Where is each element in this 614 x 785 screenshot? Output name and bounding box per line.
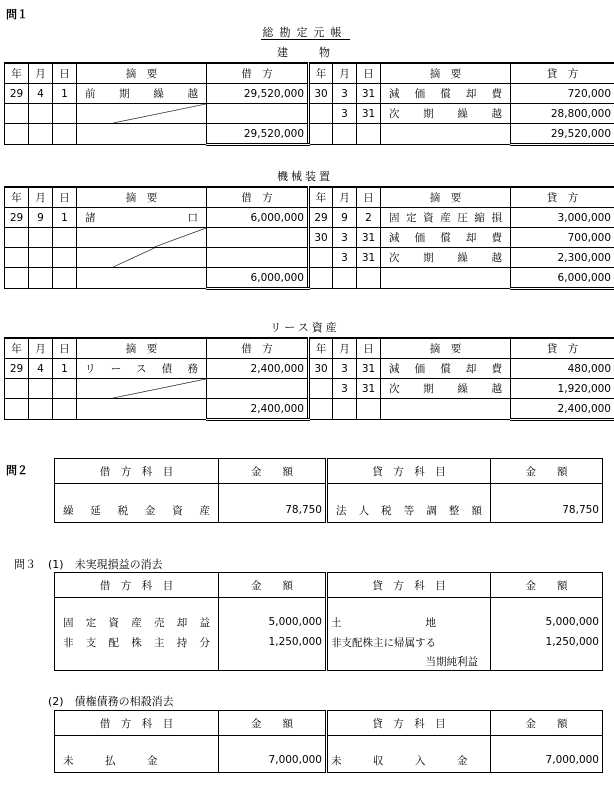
ledger-row	[5, 124, 614, 145]
ledger-cell	[333, 268, 357, 289]
q2-header-debit-amount: 金 額	[219, 459, 327, 484]
ledger-header-cell: 年	[5, 63, 29, 84]
credit-month: 9	[333, 208, 357, 228]
credit-amount: 700,000	[511, 228, 614, 248]
ledger-row	[5, 379, 614, 399]
blank-line-mark	[77, 104, 206, 123]
ledger-header-cell: 年	[5, 187, 29, 208]
q3p1-header-row	[55, 573, 603, 598]
credit-description: 次期繰越	[381, 104, 511, 124]
ledger-cell	[381, 124, 511, 145]
q3p1-credit-continuation: 当期純利益	[327, 652, 491, 671]
credit-total: 6,000,000	[511, 268, 614, 289]
credit-year	[309, 248, 333, 268]
ledger-header-cell: 月	[333, 187, 357, 208]
q2-credit-account: 法人税等調整額	[327, 498, 491, 523]
ledger-cell	[5, 104, 29, 124]
credit-year: 30	[309, 228, 333, 248]
q3p1-entry-row-3	[55, 652, 603, 671]
q3p1-credit-account-1: 土 地	[327, 612, 491, 632]
credit-total: 2,400,000	[511, 399, 614, 420]
ledger-cell	[207, 379, 309, 399]
q2-debit-amount: 78,750	[219, 498, 327, 523]
ledger-cell	[5, 268, 29, 289]
q3p1-credit-amount-1: 5,000,000	[491, 612, 603, 632]
credit-description: 減価償却費	[381, 84, 511, 104]
q2-header-credit-account: 貸 方 科 目	[327, 459, 491, 484]
ledger-row	[5, 248, 614, 268]
q3p1-credit-account-2: 非支配株主に帰属する	[327, 632, 491, 652]
credit-day: 31	[357, 359, 381, 379]
ledger-cell	[53, 228, 77, 248]
ledger-cell	[207, 248, 309, 268]
debit-year: 29	[5, 359, 29, 379]
ledger-row	[5, 84, 614, 104]
q2-journal-table	[54, 458, 603, 523]
q3p2-header-credit-amount: 金 額	[491, 711, 603, 736]
ledger-header-cell: 借 方	[207, 63, 309, 84]
credit-month: 3	[333, 359, 357, 379]
ledger-cell	[357, 399, 381, 420]
q3p2-header-debit-account: 借 方 科 目	[55, 711, 219, 736]
debit-description-blank	[77, 104, 207, 124]
q2-spacer-row	[55, 484, 603, 499]
q3-part2-label: (2) 債権債務の相殺消去	[48, 695, 174, 708]
q3p1-header-debit-amount: 金 額	[219, 573, 327, 598]
q3p1-header-debit-account: 借 方 科 目	[55, 573, 219, 598]
q3p2-header-row	[55, 711, 603, 736]
q3p1-entry-row-1	[55, 612, 603, 632]
q3p2-debit-account: 未 払 金	[55, 748, 219, 773]
ledger-header-cell: 月	[29, 338, 53, 359]
account-name-1: 建 物	[277, 46, 333, 59]
credit-year	[309, 379, 333, 399]
q3p1-header-credit-amount: 金 額	[491, 573, 603, 598]
q2-header-credit-amount: 金 額	[491, 459, 603, 484]
q2-header-row	[55, 459, 603, 484]
q3p2-debit-amount: 7,000,000	[219, 748, 327, 773]
debit-amount: 6,000,000	[207, 208, 309, 228]
q3p2-header-debit-amount: 金 額	[219, 711, 327, 736]
debit-day: 1	[53, 359, 77, 379]
q3p1-credit-amount-2: 1,250,000	[491, 632, 603, 652]
ledger-cell	[381, 399, 511, 420]
account-name-2: 機械装置	[277, 170, 333, 183]
ledger-row	[5, 208, 614, 228]
ledger-header-cell: 摘 要	[381, 187, 511, 208]
ledger-header-cell: 年	[309, 187, 333, 208]
account-ledger-2	[4, 186, 610, 290]
q3-part1-label: (1) 未実現損益の消去	[48, 558, 163, 571]
debit-total: 29,520,000	[207, 124, 309, 145]
credit-amount: 3,000,000	[511, 208, 614, 228]
debit-year: 29	[5, 208, 29, 228]
account-ledger-3	[4, 337, 610, 421]
debit-description-blank	[77, 228, 207, 248]
q3p2-header-credit-account: 貸 方 科 目	[327, 711, 491, 736]
credit-amount: 720,000	[511, 84, 614, 104]
credit-amount: 1,920,000	[511, 379, 614, 399]
ledger-header-cell: 月	[333, 338, 357, 359]
ledger-cell	[309, 124, 333, 145]
credit-year: 30	[309, 359, 333, 379]
q3p2-credit-account: 未 収 入 金	[327, 748, 491, 773]
ledger-header-cell: 日	[53, 187, 77, 208]
ledger-cell	[309, 399, 333, 420]
credit-day: 31	[357, 248, 381, 268]
ledger-cell	[53, 379, 77, 399]
q3p1-debit-amount-2: 1,250,000	[219, 632, 327, 652]
q3p1-debit-account-2: 非支配株主持分	[55, 632, 219, 652]
ledger-table-2	[4, 186, 614, 290]
debit-description: 諸 口	[77, 208, 207, 228]
ledger-header-row	[5, 63, 614, 84]
debit-year: 29	[5, 84, 29, 104]
q3-part1-journal-table	[54, 572, 603, 671]
ledger-cell	[333, 399, 357, 420]
q3-part2-journal-table	[54, 710, 603, 773]
ledger-cell	[5, 379, 29, 399]
debit-day: 1	[53, 208, 77, 228]
ledger-header-cell: 日	[357, 338, 381, 359]
ledger-cell	[29, 104, 53, 124]
ledger-header-cell: 借 方	[207, 338, 309, 359]
credit-month: 3	[333, 104, 357, 124]
ledger-cell	[77, 268, 207, 289]
account-ledger-1	[4, 62, 610, 146]
ledger-cell	[381, 268, 511, 289]
debit-amount: 29,520,000	[207, 84, 309, 104]
ledger-header-cell: 摘 要	[381, 63, 511, 84]
ledger-header-cell: 年	[309, 338, 333, 359]
q3p1-debit-account-1: 固定資産売却益	[55, 612, 219, 632]
ledger-header-cell: 日	[53, 63, 77, 84]
ledger-cell	[5, 228, 29, 248]
ledger-cell	[53, 104, 77, 124]
ledger-title-text: 総勘定元帳	[262, 26, 348, 39]
debit-month: 9	[29, 208, 53, 228]
credit-year: 30	[309, 84, 333, 104]
ledger-table-1	[4, 62, 614, 146]
ledger-row	[5, 268, 614, 289]
credit-description: 減価償却費	[381, 359, 511, 379]
ledger-header-row	[5, 338, 614, 359]
ledger-title	[240, 24, 370, 40]
credit-day: 2	[357, 208, 381, 228]
credit-description: 次期繰越	[381, 248, 511, 268]
q3p1-spacer-row	[55, 598, 603, 613]
blank-line-mark	[77, 228, 206, 247]
blank-line-mark	[77, 248, 206, 267]
ledger-cell	[77, 124, 207, 145]
ledger-cell	[29, 228, 53, 248]
ledger-row	[5, 399, 614, 420]
ledger-cell	[53, 124, 77, 145]
ledger-cell	[29, 379, 53, 399]
credit-day: 31	[357, 84, 381, 104]
ledger-header-cell: 月	[333, 63, 357, 84]
blank-line-mark	[77, 379, 206, 398]
q2-header-debit-account: 借 方 科 目	[55, 459, 219, 484]
q3p1-debit-amount-1: 5,000,000	[219, 612, 327, 632]
credit-day: 31	[357, 228, 381, 248]
ledger-header-cell: 摘 要	[77, 63, 207, 84]
ledger-cell	[29, 268, 53, 289]
ledger-cell	[77, 399, 207, 420]
ledger-cell	[309, 268, 333, 289]
q2-debit-account: 繰延税金資産	[55, 498, 219, 523]
credit-description: 次期繰越	[381, 379, 511, 399]
question-2-label: 問２	[6, 464, 28, 477]
ledger-cell	[5, 124, 29, 145]
q2-entry-row	[55, 498, 603, 523]
ledger-header-cell: 摘 要	[77, 187, 207, 208]
ledger-header-cell: 日	[357, 63, 381, 84]
credit-day: 31	[357, 379, 381, 399]
ledger-header-cell: 月	[29, 63, 53, 84]
ledger-header-cell: 年	[5, 338, 29, 359]
ledger-cell	[29, 399, 53, 420]
ledger-row	[5, 104, 614, 124]
credit-month: 3	[333, 379, 357, 399]
ledger-cell	[333, 124, 357, 145]
ledger-header-cell: 貸 方	[511, 187, 614, 208]
ledger-header-cell: 借 方	[207, 187, 309, 208]
ledger-header-cell: 摘 要	[381, 338, 511, 359]
ledger-table-3	[4, 337, 614, 421]
credit-month: 3	[333, 248, 357, 268]
ledger-header-cell: 摘 要	[77, 338, 207, 359]
q3p1-header-credit-account: 貸 方 科 目	[327, 573, 491, 598]
debit-description: リース債務	[77, 359, 207, 379]
debit-amount: 2,400,000	[207, 359, 309, 379]
debit-description: 前期繰越	[77, 84, 207, 104]
ledger-cell	[5, 248, 29, 268]
ledger-cell	[207, 228, 309, 248]
ledger-cell	[29, 248, 53, 268]
ledger-row	[5, 228, 614, 248]
ledger-cell	[53, 248, 77, 268]
credit-month: 3	[333, 228, 357, 248]
ledger-cell	[5, 399, 29, 420]
debit-total: 2,400,000	[207, 399, 309, 420]
debit-description-blank	[77, 379, 207, 399]
credit-amount: 28,800,000	[511, 104, 614, 124]
debit-total: 6,000,000	[207, 268, 309, 289]
account-name-3: リース資産	[270, 321, 340, 334]
ledger-cell	[207, 104, 309, 124]
ledger-header-row	[5, 187, 614, 208]
credit-month: 3	[333, 84, 357, 104]
credit-total: 29,520,000	[511, 124, 614, 145]
ledger-header-cell: 年	[309, 63, 333, 84]
debit-description-blank	[77, 248, 207, 268]
q3p1-entry-row-2	[55, 632, 603, 652]
ledger-header-cell: 貸 方	[511, 63, 614, 84]
question-3-label: 問３	[14, 558, 36, 571]
ledger-header-cell: 貸 方	[511, 338, 614, 359]
debit-month: 4	[29, 84, 53, 104]
credit-amount: 2,300,000	[511, 248, 614, 268]
question-1-label: 問１	[6, 8, 28, 21]
credit-description: 固定資産圧縮損	[381, 208, 511, 228]
credit-description: 減価償却費	[381, 228, 511, 248]
credit-year	[309, 104, 333, 124]
ledger-header-cell: 日	[357, 187, 381, 208]
ledger-cell	[357, 268, 381, 289]
q3p2-spacer-row	[55, 736, 603, 749]
credit-amount: 480,000	[511, 359, 614, 379]
debit-day: 1	[53, 84, 77, 104]
ledger-header-cell: 月	[29, 187, 53, 208]
q3p2-credit-amount: 7,000,000	[491, 748, 603, 773]
ledger-cell	[53, 268, 77, 289]
debit-month: 4	[29, 359, 53, 379]
q3p2-entry-row	[55, 748, 603, 773]
ledger-header-cell: 日	[53, 338, 77, 359]
credit-year: 29	[309, 208, 333, 228]
credit-day: 31	[357, 104, 381, 124]
q2-credit-amount: 78,750	[491, 498, 603, 523]
ledger-cell	[357, 124, 381, 145]
ledger-row	[5, 359, 614, 379]
ledger-cell	[53, 399, 77, 420]
ledger-cell	[29, 124, 53, 145]
